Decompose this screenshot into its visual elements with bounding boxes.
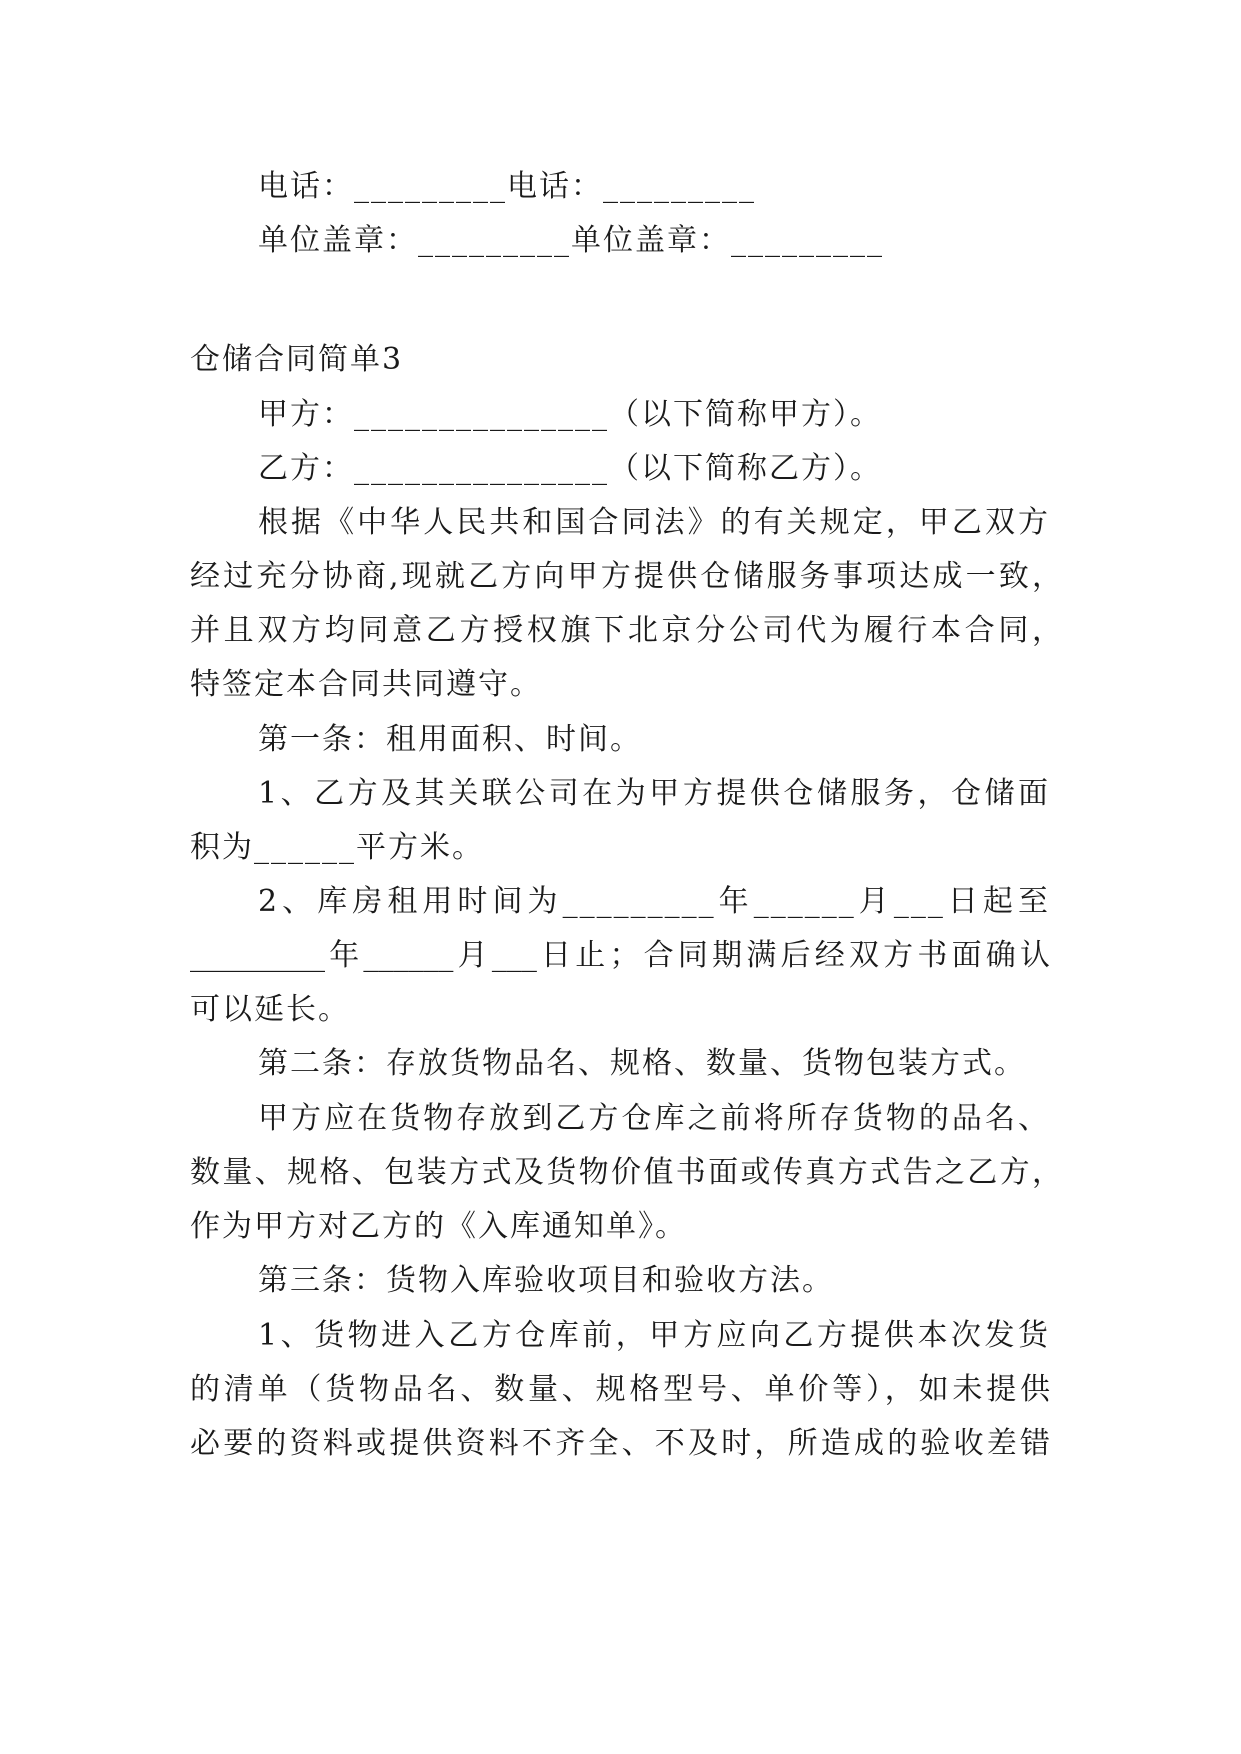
article-1-item-2-line-1: 2、库房租用时间为_________年______月___日起至 <box>258 884 1050 919</box>
document-title: 仓储合同简单3 <box>190 342 404 377</box>
preamble-line-3: 并且双方均同意乙方授权旗下北京分公司代为履行本合同， <box>190 613 1062 648</box>
party-b-line: 乙方：_______________（以下简称乙方）。 <box>258 451 882 486</box>
preamble-line-4: 特签定本合同共同遵守。 <box>190 667 542 702</box>
article-3-item-1-line-3: 必要的资料或提供资料不齐全、不及时，所造成的验收差错 <box>190 1426 1050 1461</box>
article-2-heading: 第二条：存放货物品名、规格、数量、货物包装方式。 <box>258 1046 1026 1081</box>
article-2-body-line-1: 甲方应在货物存放到乙方仓库之前将所存货物的品名、 <box>258 1101 1050 1136</box>
article-3-item-1-line-2: 的清单（货物品名、数量、规格型号、单价等），如未提供 <box>190 1372 1050 1407</box>
article-2-body-line-3: 作为甲方对乙方的《入库通知单》。 <box>190 1209 687 1244</box>
article-1-item-2-line-3: 可以延长。 <box>190 992 350 1027</box>
article-3-item-1-line-1: 1、货物进入乙方仓库前，甲方应向乙方提供本次发货 <box>258 1318 1050 1353</box>
signature-phone-line: 电话：_________电话：_________ <box>258 169 756 204</box>
article-2-body-line-2: 数量、规格、包装方式及货物价值书面或传真方式告之乙方， <box>190 1155 1062 1190</box>
article-3-heading: 第三条：货物入库验收项目和验收方法。 <box>258 1263 834 1298</box>
preamble-line-2: 经过充分协商,现就乙方向甲方提供仓储服务事项达成一致， <box>190 559 1062 594</box>
article-1-item-2-line-2: _________年______月___日止；合同期满后经双方书面确认 <box>190 938 1050 973</box>
signature-seal-line: 单位盖章：_________单位盖章：_________ <box>258 223 884 258</box>
party-a-line: 甲方：_______________（以下简称甲方）。 <box>258 397 882 432</box>
article-1-item-1-line-1: 1、乙方及其关联公司在为甲方提供仓储服务，仓储面 <box>258 776 1050 811</box>
article-1-item-1-line-2: 积为______平方米。 <box>190 830 484 865</box>
preamble-line-1: 根据《中华人民共和国合同法》的有关规定，甲乙双方 <box>258 505 1050 540</box>
article-1-heading: 第一条：租用面积、时间。 <box>258 722 642 757</box>
